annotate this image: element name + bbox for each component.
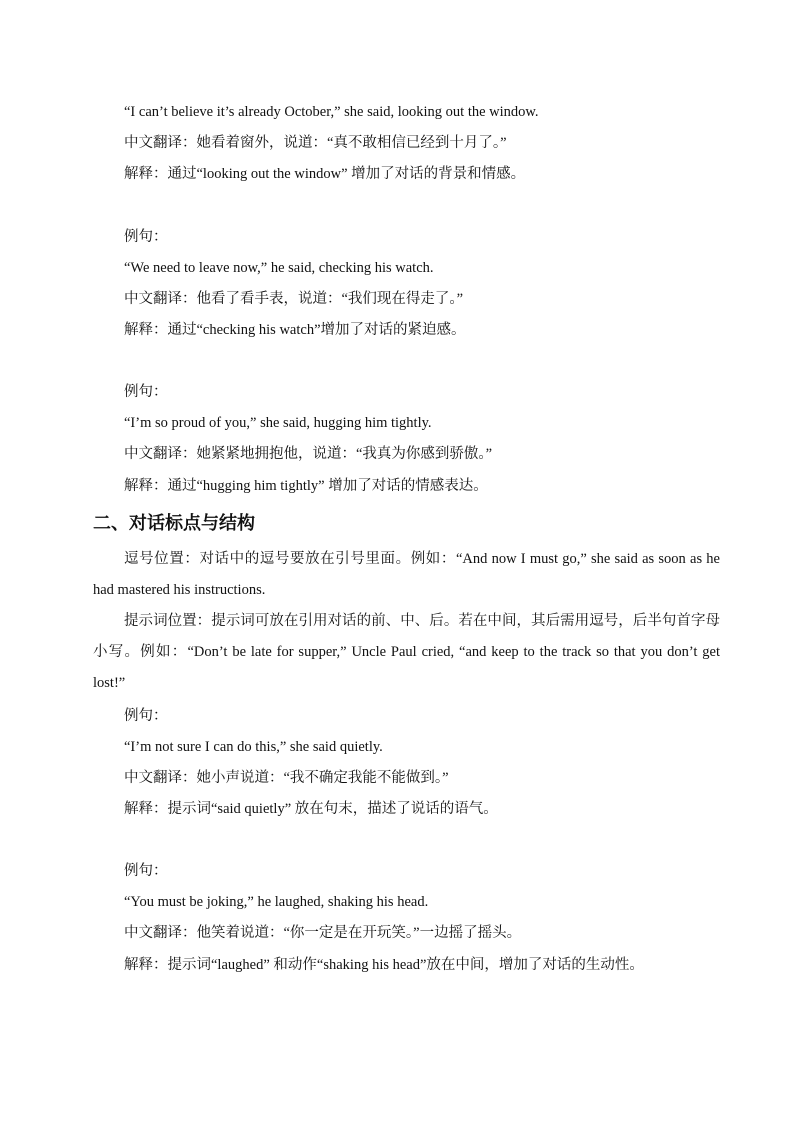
example-label: 例句： — [124, 708, 168, 724]
example-english-sentence: “You must be joking,” he laughed, shaking his head. — [124, 894, 429, 910]
example-english-sentence: “I’m not sure I can do this,” she said quietly. — [124, 739, 383, 755]
example-explanation: 解释：通过“looking out the window” 增加了对话的背景和情感。 — [124, 166, 526, 182]
rule-paragraph-tag-position: 提示词位置：提示词可放在引用对话的前、中、后。若在中间，其后需用逗号，后半句首字母小写。例如：“Don’t be late for supper,” Uncle Paul cried, “and keep to the track so that you don’t get lost!” — [93, 613, 720, 691]
example-chinese-translation: 中文翻译：他看了看手表，说道：“我们现在得走了。” — [124, 291, 464, 307]
example-explanation: 解释：通过“hugging him tightly” 增加了对话的情感表达。 — [124, 478, 488, 494]
example-english-sentence: “We need to leave now,” he said, checking his watch. — [124, 260, 434, 276]
example-explanation: 解释：提示词“said quietly” 放在句末，描述了说话的语气。 — [124, 801, 498, 817]
example-explanation: 解释：通过“checking his watch”增加了对话的紧迫感。 — [124, 322, 466, 338]
example-chinese-translation: 中文翻译：她小声说道：“我不确定我能不能做到。” — [124, 770, 449, 786]
example-label: 例句： — [124, 384, 168, 400]
example-label: 例句： — [124, 229, 168, 245]
example-english-sentence: “I can’t believe it’s already October,” she said, looking out the window. — [124, 104, 539, 120]
example-explanation: 解释：提示词“laughed” 和动作“shaking his head”放在中间，增加了对话的生动性。 — [124, 957, 644, 973]
rule-paragraph-comma-position: 逗号位置：对话中的逗号要放在引号里面。例如：“And now I must go,” she said as soon as he had mastered his instructions. — [93, 551, 720, 598]
example-chinese-translation: 中文翻译：她看着窗外，说道：“真不敢相信已经到十月了。” — [124, 135, 507, 151]
example-label: 例句： — [124, 863, 168, 879]
example-english-sentence: “I’m so proud of you,” she said, hugging him tightly. — [124, 415, 432, 431]
example-chinese-translation: 中文翻译：他笑着说道：“你一定是在开玩笑。”一边摇了摇头。 — [124, 925, 522, 941]
section-heading: 二、对话标点与结构 — [93, 513, 255, 534]
example-chinese-translation: 中文翻译：她紧紧地拥抱他，说道：“我真为你感到骄傲。” — [124, 446, 493, 462]
